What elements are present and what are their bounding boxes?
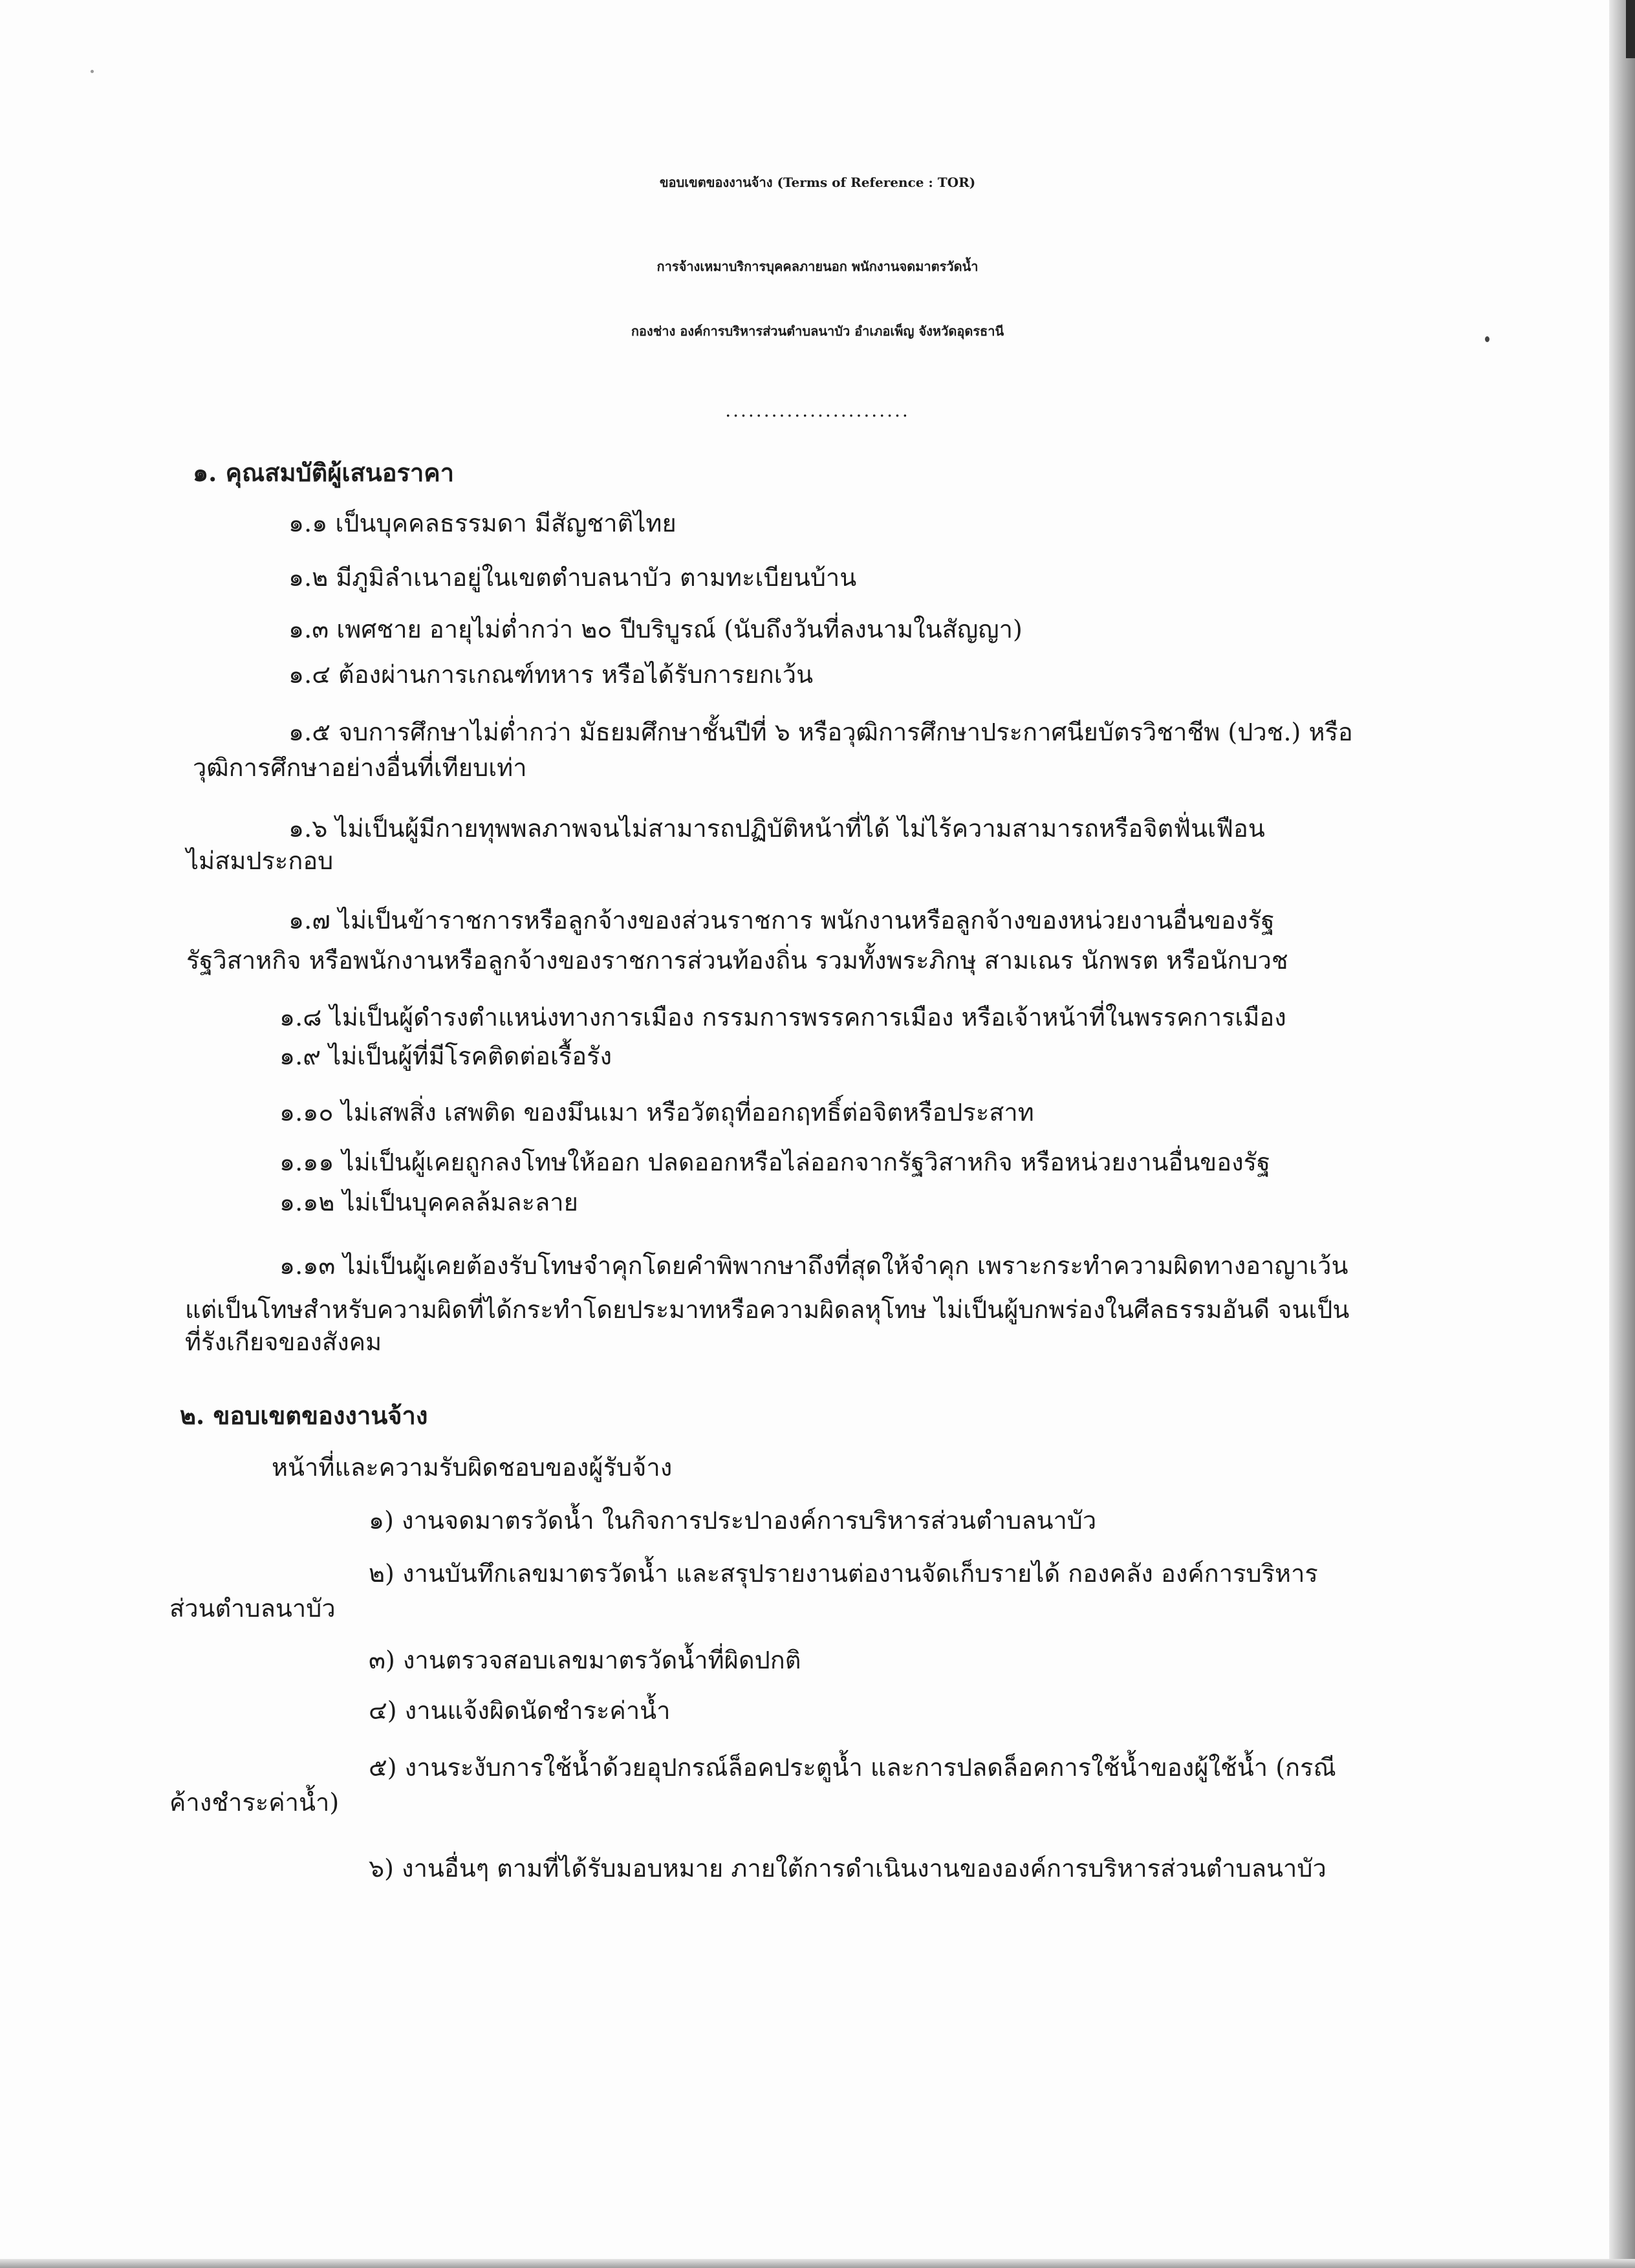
- list-item: ๑.๕ จบการศึกษาไม่ต่ำกว่า มัธยมศึกษาชั้นปีที่ ๖ หรือวุฒิการศึกษาประกาศนียบัตรวิชาชีพ (ปวช.) หรือ: [288, 718, 1353, 746]
- list-item-continuation: ที่รังเกียจของสังคม: [185, 1328, 382, 1356]
- list-item: ๑.๓ เพศชาย อายุไม่ต่ำกว่า ๒๐ ปีบริบูรณ์ (นับถึงวันที่ลงนามในสัญญา): [288, 615, 1023, 643]
- list-item: ๑.๑๑ ไม่เป็นผู้เคยถูกลงโทษให้ออก ปลดออกหรือไล่ออกจากรัฐวิสาหกิจ หรือหน่วยงานอื่นของรัฐ: [279, 1148, 1271, 1176]
- section-2-intro: หน้าที่และความรับผิดชอบของผู้รับจ้าง: [272, 1453, 673, 1482]
- list-item: ๑.๗ ไม่เป็นข้าราชการหรือลูกจ้างของส่วนราชการ พนักงานหรือลูกจ้างของหน่วยงานอื่นของรัฐ: [288, 906, 1275, 934]
- header-separator: ........................: [725, 400, 910, 421]
- list-item: ๑.๑๓ ไม่เป็นผู้เคยต้องรับโทษจำคุกโดยคำพิพากษาถึงที่สุดให้จำคุก เพราะกระทำความผิดทางอาญาเว้น: [279, 1251, 1348, 1280]
- list-item-continuation: ไม่สมประกอบ: [186, 847, 334, 875]
- list-item: ๓) งานตรวจสอบเลขมาตรวัดน้ำที่ผิดปกติ: [369, 1646, 801, 1674]
- list-item: ๑.๒ มีภูมิลำเนาอยู่ในเขตตำบลนาบัว ตามทะเบียนบ้าน: [288, 563, 857, 592]
- scan-speck: [91, 70, 94, 73]
- list-item: ๑) งานจดมาตรวัดน้ำ ในกิจการประปาองค์การบริหารส่วนตำบลนาบัว: [369, 1506, 1097, 1535]
- list-item-continuation: ค้างชำระค่าน้ำ): [169, 1788, 340, 1817]
- section-2-title: ๒. ขอบเขตของงานจ้าง: [180, 1401, 428, 1430]
- title-line-3: กองช่าง องค์การบริหารส่วนตำบลนาบัว อำเภอเพ็ญ จังหวัดอุดรธานี: [631, 323, 1004, 339]
- list-item: ๑.๖ ไม่เป็นผู้มีกายทุพพลภาพจนไม่สามารถปฏิบัติหน้าที่ได้ ไม่ไร้ความสามารถหรือจิตฟั่นเฟือน: [288, 814, 1265, 843]
- list-item: ๔) งานแจ้งผิดนัดชำระค่าน้ำ: [369, 1696, 671, 1725]
- list-item: ๖) งานอื่นๆ ตามที่ได้รับมอบหมาย ภายใต้การดำเนินงานขององค์การบริหารส่วนตำบลนาบัว: [369, 1854, 1326, 1883]
- title-line-1: ขอบเขตของงานจ้าง (Terms of Reference : TOR): [659, 175, 976, 190]
- list-item: ๑.๑ เป็นบุคคลธรรมดา มีสัญชาติไทย: [288, 509, 677, 537]
- scan-edge-corner: [1626, 0, 1635, 58]
- list-item: ๑.๑๒ ไม่เป็นบุคคลล้มละลาย: [279, 1188, 578, 1216]
- list-item-continuation: แต่เป็นโทษสำหรับความผิดที่ได้กระทำโดยประมาทหรือความผิดลหุโทษ ไม่เป็นผู้บกพร่องในศีลธรรมอันดี จนเป็น: [185, 1295, 1350, 1324]
- section-1-title: ๑. คุณสมบัติผู้เสนอราคา: [193, 458, 455, 487]
- list-item-continuation: ส่วนตำบลนาบัว: [169, 1594, 336, 1623]
- list-item-continuation: รัฐวิสาหกิจ หรือพนักงานหรือลูกจ้างของราชการส่วนท้องถิ่น รวมทั้งพระภิกษุ สามเณร นักพรต หรือนักบวช: [186, 946, 1288, 975]
- list-item: ๑.๘ ไม่เป็นผู้ดำรงตำแหน่งทางการเมือง กรรมการพรรคการเมือง หรือเจ้าหน้าที่ในพรรคการเมือง: [279, 1003, 1286, 1031]
- list-item: ๑.๙ ไม่เป็นผู้ที่มีโรคติดต่อเรื้อรัง: [279, 1042, 612, 1070]
- list-item: ๑.๑๐ ไม่เสพสิ่ง เสพติด ของมึนเมา หรือวัตถุที่ออกฤทธิ์ต่อจิตหรือประสาท: [279, 1098, 1034, 1127]
- list-item-continuation: วุฒิการศึกษาอย่างอื่นที่เทียบเท่า: [193, 753, 527, 782]
- list-item: ๕) งานระงับการใช้น้ำด้วยอุปกรณ์ล็อคประตูน้ำ และการปลดล็อคการใช้น้ำของผู้ใช้น้ำ (กรณี: [369, 1753, 1336, 1782]
- scan-edge-bottom: [0, 2259, 1635, 2268]
- title-line-2: การจ้างเหมาบริการบุคคลภายนอก พนักงานจดมาตรวัดน้ำ: [656, 259, 979, 274]
- list-item: ๒) งานบันทึกเลขมาตรวัดน้ำ และสรุปรายงานต่องานจัดเก็บรายได้ กองคลัง องค์การบริหาร: [369, 1559, 1318, 1588]
- list-item: ๑.๔ ต้องผ่านการเกณฑ์ทหาร หรือได้รับการยกเว้น: [288, 660, 814, 689]
